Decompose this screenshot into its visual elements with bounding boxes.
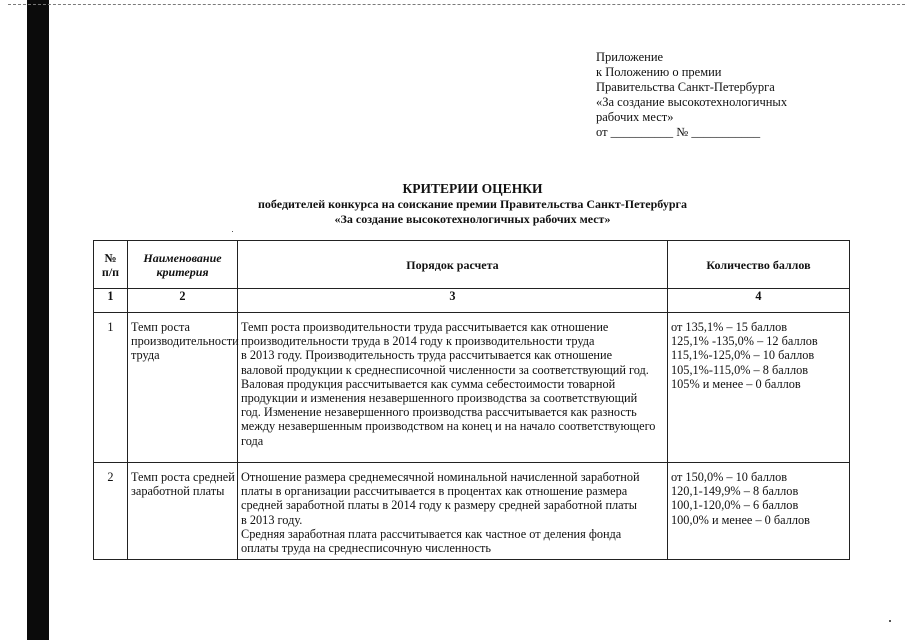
- column-number: 2: [128, 289, 238, 313]
- column-number: 4: [668, 289, 850, 313]
- points-line: 100,0% и менее – 0 баллов: [671, 512, 810, 527]
- points-line: 100,1-120,0% – 6 баллов: [671, 498, 799, 513]
- criteria-table: [93, 240, 850, 560]
- criterion-name-line: труда: [131, 348, 160, 363]
- appendix-line: Правительства Санкт-Петербурга: [596, 80, 775, 94]
- calculation-text: [238, 463, 668, 560]
- calculation-line: оплаты труда на среднесписочную численность: [241, 541, 491, 556]
- calculation-line: продукции и изменения незавершенного производства за соответствующий: [241, 391, 638, 406]
- calculation-line: Темп роста производительности труда рассчитывается как отношение: [241, 320, 609, 334]
- header-number: [94, 241, 128, 289]
- title-subtitle-line2: «За создание высокотехнологичных рабочих мест»: [334, 212, 611, 226]
- criterion-name-line: заработной платы: [131, 484, 225, 499]
- points-line: 120,1-149,9% – 8 баллов: [671, 484, 799, 499]
- header-number-line2: п/п: [101, 264, 120, 279]
- points-line: 115,1%-125,0% – 10 баллов: [671, 348, 815, 363]
- criterion-name-line: Темп роста: [131, 320, 190, 334]
- appendix-line: «За создание высокотехнологичных: [596, 95, 788, 109]
- header-points: Количество баллов: [668, 241, 850, 289]
- appendix-line: рабочих мест»: [596, 110, 674, 124]
- appendix-line: Приложение: [596, 50, 664, 64]
- title-subtitle-line1: победителей конкурса на соискание премии Правительства Санкт-Петербурга: [258, 197, 687, 211]
- header-number-line1: №: [104, 250, 117, 265]
- calculation-line: в 2013 году.: [241, 512, 303, 527]
- table-row: [94, 313, 850, 463]
- points-scale: [668, 463, 850, 560]
- column-number: 3: [238, 289, 668, 313]
- criterion-name-line: производительности: [131, 334, 239, 349]
- points-line: 105,1%-115,0% – 8 баллов: [671, 362, 809, 377]
- criterion-name: [128, 313, 238, 463]
- points-line: от 135,1% – 15 баллов: [671, 320, 788, 334]
- header-name-line2: критерия: [156, 264, 209, 279]
- points-line: 105% и менее – 0 баллов: [671, 376, 801, 391]
- row-number: 2: [94, 463, 128, 560]
- appendix-line: от __________ № ___________: [596, 125, 761, 139]
- points-scale: [668, 313, 850, 463]
- column-number-row: [94, 289, 850, 313]
- calculation-line: платы в организации рассчитывается в процентах как отношение размера: [241, 484, 628, 499]
- document-title: [60, 181, 885, 227]
- calculation-line: средней заработной платы в 2014 году к размеру средней заработной платы: [241, 498, 637, 513]
- scan-edge-bar: [27, 0, 49, 640]
- calculation-text: [238, 313, 668, 463]
- calculation-line: производительности труда в 2014 году к производительности труда: [241, 334, 595, 349]
- table-row: [94, 463, 850, 560]
- appendix-line: к Положению о премии: [596, 65, 722, 79]
- scan-speck: [232, 231, 233, 232]
- calculation-line: год. Изменение незавершенного производства рассчитывается как разность: [241, 405, 637, 420]
- scan-top-border: [8, 4, 905, 5]
- calculation-line: Средняя заработная плата рассчитывается как частное от деления фонда: [241, 526, 622, 541]
- header-criterion-name: [128, 241, 238, 289]
- calculation-line: между незавершенным производством на конец и на начало соответствующего: [241, 419, 656, 434]
- calculation-line: в 2013 году. Производительность труда рассчитывается как отношение: [241, 348, 613, 363]
- scan-speck: [889, 620, 891, 622]
- calculation-line: года: [241, 433, 264, 448]
- table-header-row: [94, 241, 850, 289]
- column-number: 1: [94, 289, 128, 313]
- criterion-name: [128, 463, 238, 560]
- header-name-line1: Наименование: [143, 250, 222, 265]
- calculation-line: Отношение размера среднемесячной номинальной начисленной заработной: [241, 470, 640, 484]
- row-number: 1: [94, 313, 128, 463]
- points-line: от 150,0% – 10 баллов: [671, 470, 788, 484]
- header-calculation: Порядок расчета: [238, 241, 668, 289]
- criterion-name-line: Темп роста средней: [131, 470, 235, 484]
- calculation-line: валовой продукции к среднесписочной численности за соответствующий год.: [241, 362, 649, 377]
- appendix-note: [596, 50, 876, 140]
- points-line: 125,1% -135,0% – 12 баллов: [671, 334, 818, 349]
- title-main: КРИТЕРИИ ОЦЕНКИ: [402, 181, 543, 196]
- calculation-line: Валовая продукция рассчитывается как сумма себестоимости товарной: [241, 376, 616, 391]
